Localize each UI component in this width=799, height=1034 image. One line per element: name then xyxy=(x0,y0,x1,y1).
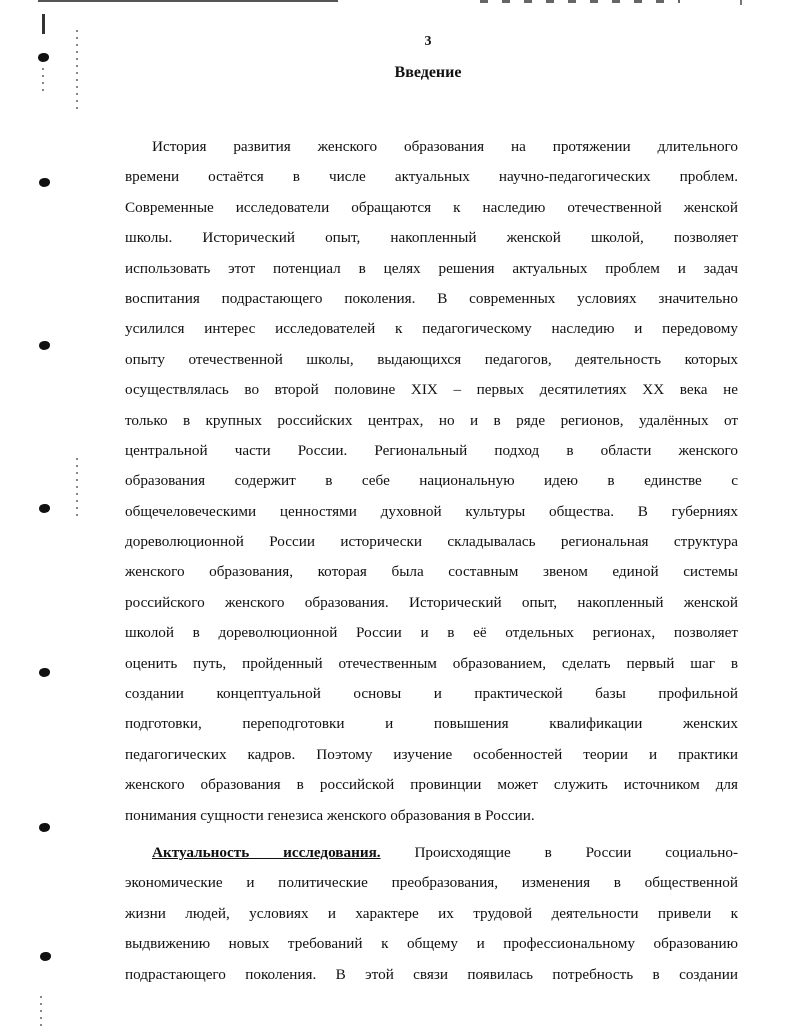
text-line: центральной части России. Региональный подход в области женского xyxy=(125,441,738,459)
text-line: подрастающего поколения. В этой связи появилась потребность в создании xyxy=(125,965,738,983)
text-line: жизни людей, условиях и характере их трудовой деятельности привели к xyxy=(125,904,738,922)
intro-paragraph xyxy=(125,132,738,831)
text-line: общечеловеческими ценностями духовной культуры общества. В губерниях xyxy=(125,502,738,520)
text-line: школой в дореволюционной России и в её отдельных регионах, позволяет xyxy=(125,624,738,642)
punch-hole-mark xyxy=(38,53,49,62)
relevance-first-line: Происходящие в России социально- xyxy=(414,844,738,861)
relevance-term: Актуальность исследования. xyxy=(152,844,381,861)
text-line: экономические и политические преобразования, изменения в общественной xyxy=(125,874,738,892)
text-line: образования содержит в себе национальную идею в единстве с xyxy=(125,472,738,490)
text-line xyxy=(125,838,738,868)
text-line: только в крупных российских центрах, но и в ряде регионов, удалённых от xyxy=(125,411,738,429)
scan-top-tick xyxy=(740,0,742,5)
scan-margin-dots xyxy=(76,458,78,518)
scan-margin-dots xyxy=(40,996,42,1026)
punch-hole-mark xyxy=(39,341,50,350)
punch-hole-mark xyxy=(39,823,50,832)
punch-hole-mark xyxy=(39,668,50,677)
punch-hole-mark xyxy=(39,178,50,187)
text-line: женского образования, которая была составным звеном единой системы xyxy=(125,563,738,581)
text-line: выдвижению новых требований к общему и профессиональному образованию xyxy=(125,935,738,953)
text-line: усилился интерес исследователей к педагогическому наследию и передовому xyxy=(125,320,738,338)
page-number: 3 xyxy=(424,34,432,49)
text-line: женского образования в российской провинции может служить источником для xyxy=(125,776,738,794)
text-line: подготовки, переподготовки и повышения квалификации женских xyxy=(125,715,738,733)
text-line: Современные исследователи обращаются к наследию отечественной женской xyxy=(125,198,738,216)
text-line: использовать этот потенциал в целях решения актуальных проблем и задач xyxy=(125,259,738,277)
text-line: российского женского образования. Исторический опыт, накопленный женской xyxy=(125,593,738,611)
text-line: История развития женского образования на протяжении длительного xyxy=(152,138,738,155)
text-line: осуществлялась во второй половине XIX – первых десятилетиях XX века не xyxy=(125,381,738,399)
scan-top-dashes xyxy=(480,0,680,3)
text-line: педагогических кадров. Поэтому изучение особенностей теории и практики xyxy=(125,745,738,763)
section-heading: Введение xyxy=(394,64,462,81)
text-line: времени остаётся в числе актуальных научно-педагогических проблем. xyxy=(125,168,738,186)
scan-margin-mark xyxy=(42,14,45,34)
text-line: создании концептуальной основы и практической базы профильной xyxy=(125,685,738,703)
punch-hole-mark xyxy=(40,952,51,961)
text-line: понимания сущности генезиса женского образования в России. xyxy=(125,806,535,824)
relevance-paragraph xyxy=(125,838,738,990)
punch-hole-mark xyxy=(39,504,50,513)
text-line: воспитания подрастающего поколения. В современных условиях значительно xyxy=(125,289,738,307)
scan-top-rule xyxy=(38,0,338,2)
text-line: школы. Исторический опыт, накопленный женской школой, позволяет xyxy=(125,229,738,247)
text-line: опыту отечественной школы, выдающихся педагогов, деятельность которых xyxy=(125,350,738,368)
text-line: оценить путь, пройденный отечественным образованием, сделать первый шаг в xyxy=(125,654,738,672)
text-line: дореволюционной России исторически складывалась региональная структура xyxy=(125,533,738,551)
